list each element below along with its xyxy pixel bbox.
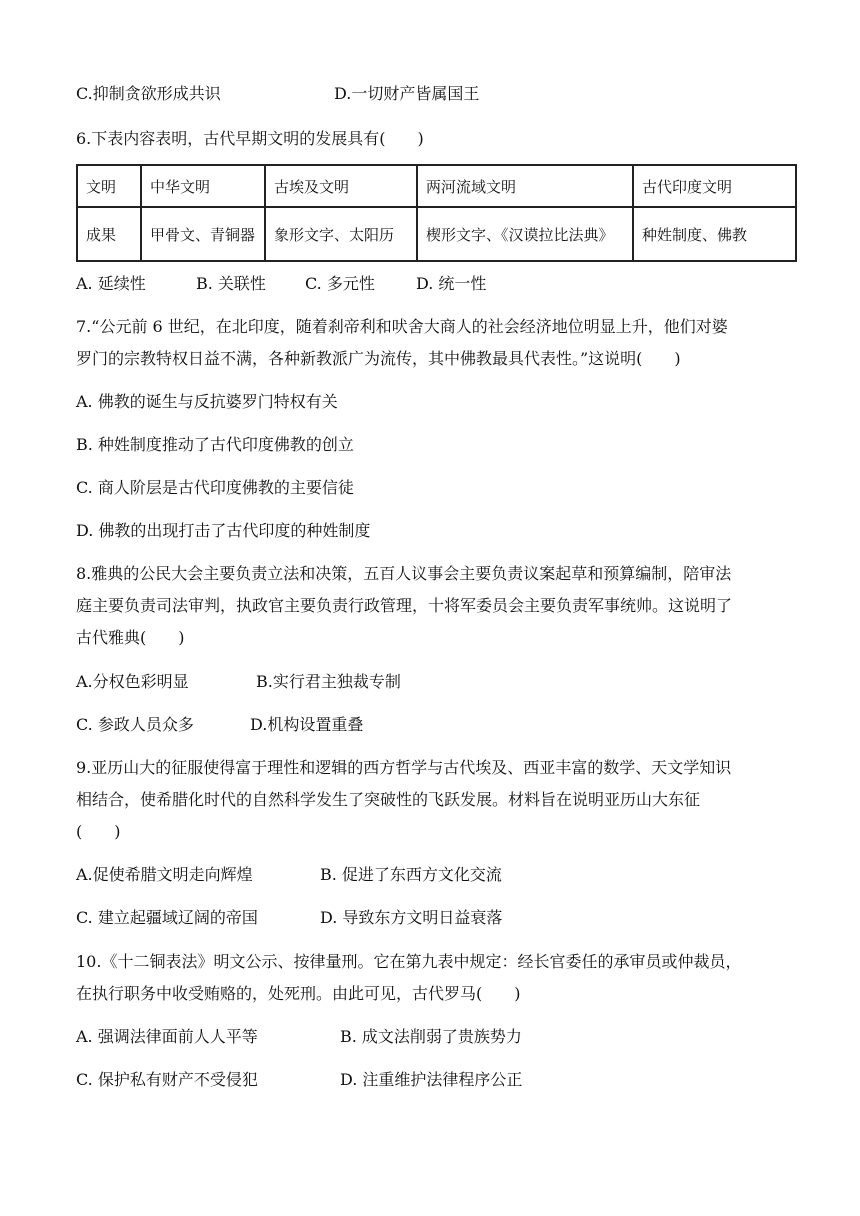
q9-option-a: A.促使希腊文明走向辉煌 bbox=[76, 865, 253, 884]
q8-option-d: D.机构设置重叠 bbox=[250, 715, 364, 734]
q10-option-b: B. 成文法削弱了贵族势力 bbox=[340, 1027, 522, 1046]
q6-option-c: C. 多元性 bbox=[305, 274, 375, 293]
table-cell: 象形文字、太阳历 bbox=[265, 207, 417, 261]
q7-option-d: D. 佛教的出现打击了古代印度的种姓制度 bbox=[76, 521, 371, 540]
table-row bbox=[77, 207, 796, 261]
table-cell: 种姓制度、佛教 bbox=[633, 207, 796, 261]
q8-option-a: A.分权色彩明显 bbox=[76, 672, 189, 691]
q8-option-b: B.实行君主独裁专制 bbox=[256, 672, 401, 691]
q9-stem-line: 9.亚历山大的征服使得富于理性和逻辑的西方哲学与古代埃及、西亚丰富的数学、天文学知识 bbox=[76, 758, 732, 777]
q7-stem-line: 7.“公元前 6 世纪，在北印度，随着刹帝利和吠舍大商人的社会经济地位明显上升，他们对婆 bbox=[76, 317, 728, 336]
q6-option-d: D. 统一性 bbox=[416, 274, 487, 293]
table-cell: 中华文明 bbox=[141, 165, 265, 207]
q7-option-c: C. 商人阶层是古代印度佛教的主要信徒 bbox=[76, 478, 354, 497]
table-cell: 甲骨文、青铜器 bbox=[141, 207, 265, 261]
q7-option-b: B. 种姓制度推动了古代印度佛教的创立 bbox=[76, 435, 354, 454]
q8-stem-line: 庭主要负责司法审判，执政官主要负责行政管理，十将军委员会主要负责军事统帅。这说明了 bbox=[76, 596, 733, 615]
q7-stem-line: 罗门的宗教特权日益不满，各种新教派广为流传，其中佛教最具代表性。”这说明( ) bbox=[76, 349, 681, 368]
table-header-row bbox=[77, 165, 796, 207]
q6-table bbox=[76, 164, 797, 262]
q6-option-b: B. 关联性 bbox=[196, 274, 266, 293]
q10-option-c: C. 保护私有财产不受侵犯 bbox=[76, 1070, 258, 1089]
q8-option-c: C. 参政人员众多 bbox=[76, 715, 194, 734]
q9-option-c: C. 建立起疆域辽阔的帝国 bbox=[76, 908, 258, 927]
q9-option-d: D. 导致东方文明日益衰落 bbox=[320, 908, 503, 927]
table-cell: 成果 bbox=[77, 207, 141, 261]
q5-option-c: C.抑制贪欲形成共识 bbox=[76, 84, 221, 103]
q10-stem-line: 在执行职务中收受贿赂的，处死刑。由此可见，古代罗马( ) bbox=[76, 984, 521, 1003]
q10-option-a: A. 强调法律面前人人平等 bbox=[76, 1027, 258, 1046]
q6-stem: 6.下表内容表明，古代早期文明的发展具有( ) bbox=[76, 129, 424, 148]
q8-stem-line: 古代雅典( ) bbox=[76, 628, 185, 647]
q7-option-a: A. 佛教的诞生与反抗婆罗门特权有关 bbox=[76, 392, 338, 411]
q9-option-b: B. 促进了东西方文化交流 bbox=[320, 865, 502, 884]
table-cell: 古埃及文明 bbox=[265, 165, 417, 207]
table-cell: 楔形文字、《汉谟拉比法典》 bbox=[417, 207, 633, 261]
table-cell: 古代印度文明 bbox=[633, 165, 796, 207]
table-cell: 两河流域文明 bbox=[417, 165, 633, 207]
q10-option-d: D. 注重维护法律程序公正 bbox=[340, 1070, 523, 1089]
table-cell: 文明 bbox=[77, 165, 141, 207]
q9-stem-line: 相结合，使希腊化时代的自然科学发生了突破性的飞跃发展。材料旨在说明亚历山大东征 bbox=[76, 790, 701, 809]
q6-option-a: A. 延续性 bbox=[76, 274, 146, 293]
q9-stem-line: ( ) bbox=[76, 822, 121, 841]
q5-option-d: D.一切财产皆属国王 bbox=[334, 84, 480, 103]
q8-stem-line: 8.雅典的公民大会主要负责立法和决策，五百人议事会主要负责议案起草和预算编制，陪审法 bbox=[76, 564, 732, 583]
q10-stem-line: 10.《十二铜表法》明文公示、按律量刑。它在第九表中规定：经长官委任的承审员或仲裁员， bbox=[76, 952, 742, 971]
